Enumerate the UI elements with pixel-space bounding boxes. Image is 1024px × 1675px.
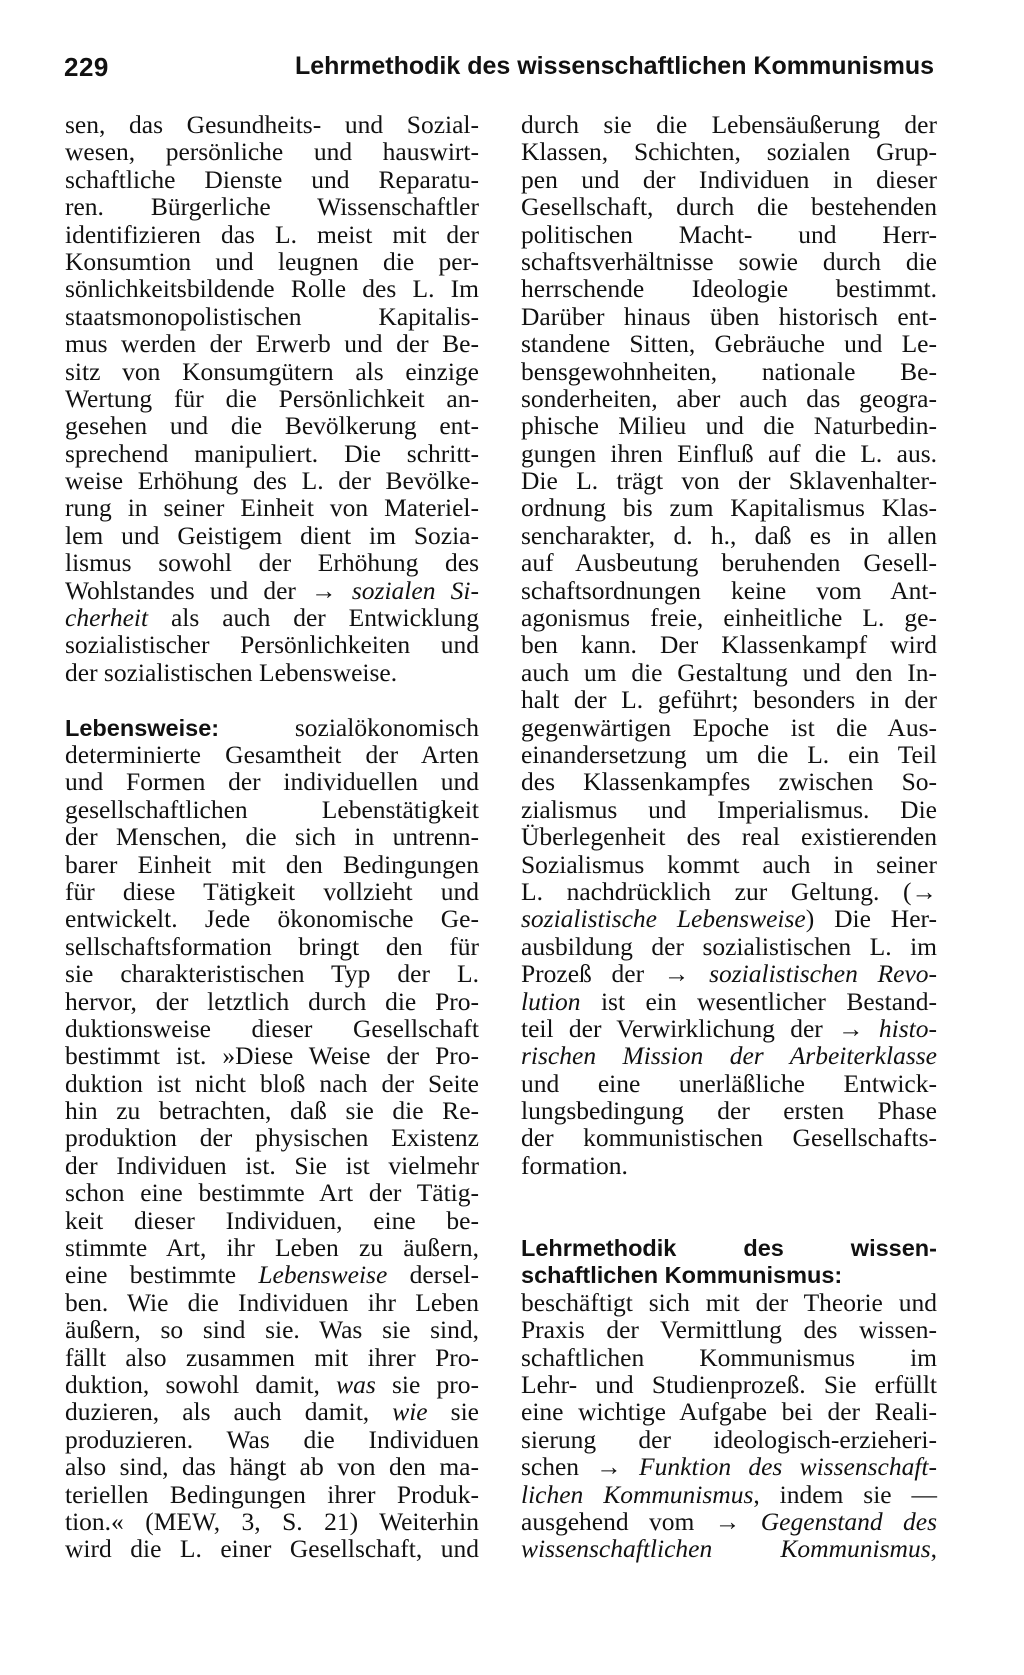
line-text: Lehr- und Studienprozeß. Sie erfüllt [521,1369,937,1399]
line-text: und Formen der individuellen und [65,767,479,797]
text-line [521,248,937,275]
line-text: staatsmonopolistischen Kapitalis- [65,301,479,331]
line-text: eine bestimmte [65,1260,259,1290]
line-text: herrschende Ideologie bestimmt. [521,274,937,304]
italic-reference: sozialistischen Revo- [709,959,937,989]
line-text: duktionsweise dieser Gesellschaft [65,1013,479,1043]
line-text: weise Erhöhung des L. der Bevölke- [65,466,479,496]
line-text: Wertung für die Persönlichkeit an- [65,383,479,413]
text-line [521,193,937,220]
text-line [521,1426,937,1453]
line-text: sierung der ideologisch-erzieheri- [521,1424,937,1454]
line-text: sozialistischer Persönlichkeiten und [65,630,479,660]
text-line [65,796,479,823]
line-text: sie charakteristischen Typ der L. [65,959,479,989]
text-line [521,138,937,165]
line-text: Überlegenheit des real existierenden [521,822,937,852]
text-line [65,385,479,412]
text-line [521,988,937,1015]
line-text: lungsbedingung der ersten Phase [521,1096,937,1126]
line-text: schen → [521,1452,640,1482]
line-text: dersel- [387,1260,479,1290]
page-header [64,52,934,92]
line-text: ist ein wesentlicher Bestand- [580,986,937,1016]
text-line [521,522,937,549]
text-line [65,1124,479,1151]
running-head: Lehrmethodik des wissenschaftlichen Kommunismus [294,52,934,80]
text-line [65,358,479,385]
italic-reference: histo- [878,1013,937,1043]
line-text: tion.« (MEW, 3, S. 21) Weiterhin [65,1506,479,1536]
text-line [65,1070,479,1097]
text-line [65,960,479,987]
line-text: für diese Tätigkeit vollzieht und [65,876,479,906]
text-line [521,1152,937,1179]
text-line [65,440,479,467]
text-line [65,549,479,576]
line-text: barer Einheit mit den Bedingungen [65,849,479,879]
line-text: rung in seiner Einheit von Materiel- [65,493,479,523]
line-text: determinierte Gesamtheit der Arten [65,739,479,769]
line-text: ausbildung der sozialistischen L. im [521,931,937,961]
line-text: des Klassenkampfes zwischen So- [521,767,937,797]
italic-reference: cherheit [65,603,149,633]
line-text: wird die L. einer Gesellschaft, und [65,1534,479,1564]
line-text: beschäftigt sich mit der Theorie und [521,1287,937,1317]
line-text: bensgewohnheiten, nationale Be- [521,356,937,386]
text-line [65,494,479,521]
text-line [521,330,937,357]
line-text: Die L. trägt von der Sklavenhalter- [521,466,937,496]
line-text: gegenwärtigen Epoche ist die Aus- [521,712,937,742]
italic-reference: lichen Kommunismus [521,1479,754,1509]
text-line [65,577,479,604]
text-line [521,440,937,467]
line-text: lismus sowohl der Erhöhung des [65,548,479,578]
line-text: hervor, der letztlich durch die Pro- [65,986,479,1016]
line-text: Darüber hinaus üben historisch ent- [521,301,937,331]
text-line [521,221,937,248]
text-line [65,303,479,330]
line-text: Gesellschaft, durch die bestehenden [521,192,937,222]
line-text: sprechend manipuliert. Die schritt- [65,438,479,468]
line-text: sellschaftsformation bringt den für [65,931,479,961]
line-text: teriellen Bedingungen ihrer Produk- [65,1479,479,1509]
text-line [521,1535,937,1562]
text-line [521,1015,937,1042]
line-text: hin zu betrachten, daß sie die Re- [65,1096,479,1126]
text-line [65,988,479,1015]
text-line [521,385,937,412]
text-line [65,933,479,960]
text-line [521,467,937,494]
text-line [65,1535,479,1562]
text-line [521,604,937,631]
line-text: schaftsordnungen keine vom Ant- [521,575,937,605]
text-line [65,275,479,302]
text-line [521,275,937,302]
line-text: stimmte Art, ihr Leben zu äußern, [65,1233,479,1263]
line-text: standene Sitten, Gebräuche und Le- [521,329,937,359]
text-line [521,714,937,741]
text-line [521,111,937,138]
text-line [65,1042,479,1069]
text-line [65,905,479,932]
text-line [65,768,479,795]
line-text: sie [427,1397,479,1427]
line-text: auch um die Gestaltung und den In- [521,657,937,687]
line-text: wesen, persönliche und hauswirt- [65,137,479,167]
text-line [65,1344,479,1371]
text-line [65,138,479,165]
line-text: fällt also zusammen mit ihrer Pro- [65,1342,479,1372]
text-line [65,1152,479,1179]
text-line [521,878,937,905]
line-text: auf Ausbeutung beruhenden Gesell- [521,548,937,578]
line-text: schaftliche Dienste und Reparatu- [65,164,479,194]
text-line [521,1371,937,1398]
text-line [65,412,479,439]
text-line [65,111,479,138]
text-line [521,1481,937,1508]
line-text: einandersetzung um die L. ein Teil [521,739,937,769]
text-line [65,1426,479,1453]
italic-reference: Funktion des wissenschaft- [639,1452,937,1482]
text-line [521,823,937,850]
line-text: , indem sie — [753,1479,937,1509]
text-line [65,631,479,658]
text-line [521,166,937,193]
paragraph-gap [65,686,479,713]
text-line [65,1508,479,1535]
line-text: duktion, sowohl damit, [65,1369,337,1399]
line-text: durch sie die Lebensäußerung der [521,110,937,139]
line-text: ben kann. Der Klassenkampf wird [521,630,937,660]
text-line [65,467,479,494]
italic-reference: rischen Mission der Arbeiterklasse [521,1041,937,1071]
text-line [521,659,937,686]
line-text: ordnung bis zum Kapitalismus Klas- [521,493,937,523]
text-line [65,1289,479,1316]
text-line [521,796,937,823]
line-text: duktion ist nicht bloß nach der Seite [65,1068,479,1098]
line-text: duzieren, als auch damit, [65,1397,393,1427]
text-line [65,851,479,878]
text-line [521,303,937,330]
line-text: sönlichkeitsbildende Rolle des L. Im [65,274,479,304]
line-text: ) Die Her- [805,904,937,934]
text-line [65,1398,479,1425]
line-text: mus werden der Erwerb und der Be- [65,329,479,359]
line-text: lem und Geistigem dient im Sozia- [65,520,479,550]
text-line [65,878,479,905]
text-line [521,1261,937,1288]
line-text: der kommunistischen Gesellschafts- [521,1123,937,1153]
italic-reference: wissenschaftlichen Kommunismus [521,1534,931,1564]
text-line [65,741,479,768]
italic-reference: sozialen Si- [351,575,479,605]
line-text: also sind, das hängt ab von den ma- [65,1452,479,1482]
line-text: keit dieser Individuen, eine be- [65,1205,479,1235]
line-text: sencharakter, d. h., daß es in allen [521,520,937,550]
line-text: schaftsverhältnisse sowie durch die [521,246,937,276]
text-line [65,1015,479,1042]
text-line [521,960,937,987]
text-line [521,768,937,795]
paragraph-gap [521,1179,937,1234]
text-line [521,412,937,439]
line-text: politischen Macht- und Herr- [521,219,937,249]
text-line [65,193,479,220]
text-line [65,1481,479,1508]
line-text: der Menschen, die sich in untrenn- [65,822,479,852]
line-text: sen, das Gesundheits- und Sozial- [65,110,479,139]
text-line [65,330,479,357]
line-text: identifizieren das L. meist mit der [65,219,479,249]
line-text: ren. Bürgerliche Wissenschaftler [65,192,479,222]
line-text: schon eine bestimmte Art der Tätig- [65,1178,479,1208]
line-text: entwickelt. Jede ökonomische Ge- [65,904,479,934]
text-line [521,933,937,960]
left-column [65,111,479,1563]
line-text: , [930,1534,937,1564]
text-line [521,1042,937,1069]
line-text: der sozialistischen Lebensweise. [65,657,398,687]
line-text: sie pro- [375,1369,479,1399]
text-line [521,1508,937,1535]
text-line [521,1124,937,1151]
text-line [65,1097,479,1124]
text-line [521,686,937,713]
line-text: Praxis der Vermittlung des wissen- [521,1315,937,1345]
text-line [521,577,937,604]
line-text: gesehen und die Bevölkerung ent- [65,411,479,441]
line-text: äußern, so sind sie. Was sie sind, [65,1315,479,1345]
line-text: teil der Verwirklichung der → [521,1013,879,1043]
line-text: pen und der Individuen in dieser [521,164,937,194]
line-text: L. nachdrücklich zur Geltung. (→ [521,876,937,906]
line-text: der Individuen ist. Sie ist vielmehr [65,1150,479,1180]
line-text: Wohlstandes und der → [65,575,352,605]
text-line [65,248,479,275]
text-line [521,851,937,878]
text-line [521,1070,937,1097]
text-line [65,1234,479,1261]
line-text: halt der L. geführt; besonders in der [521,685,937,715]
line-text: Klassen, Schichten, sozialen Grup- [521,137,937,167]
text-line [521,1234,937,1261]
text-line [521,1316,937,1343]
line-text: agonismus freie, einheitliche L. ge- [521,603,937,633]
text-line [65,823,479,850]
line-text: gungen ihren Einfluß auf die L. aus. [521,438,937,468]
italic-reference: Lebensweise [258,1260,388,1290]
italic-reference: lution [521,986,581,1016]
line-text: gesellschaftlichen Lebenstätigkeit [65,794,479,824]
right-column [521,111,937,1563]
line-text: und eine unerläßliche Entwick- [521,1068,937,1098]
text-line [521,905,937,932]
line-text: ausgehend vom → [521,1506,761,1536]
text-line [65,1453,479,1480]
italic-reference: wie [392,1397,428,1427]
text-line [521,1398,937,1425]
line-text: formation. [521,1150,628,1180]
text-line [521,1453,937,1480]
entry-keyword: schaftlichen Kommunismus: [521,1262,843,1289]
page-number: 229 [64,52,109,82]
italic-reference: was [336,1369,376,1399]
line-text: zialismus und Imperialismus. Die [521,794,937,824]
text-line [65,522,479,549]
line-text: Prozeß der → [521,959,710,989]
text-line [65,1207,479,1234]
text-line [521,741,937,768]
text-line [65,166,479,193]
line-text: phische Milieu und die Naturbedin- [521,411,937,441]
text-line [65,221,479,248]
entry-keyword: Lebensweise: [65,714,220,741]
line-text: sozialökonomisch [219,712,479,742]
text-line [521,631,937,658]
line-text: produzieren. Was die Individuen [65,1424,479,1454]
italic-reference: sozialistische Lebensweise [521,904,806,934]
line-text: produktion der physischen Existenz [65,1123,479,1153]
text-line [521,1289,937,1316]
text-line [521,494,937,521]
text-line [521,358,937,385]
line-text: Sozialismus kommt auch in seiner [521,849,937,879]
line-text: eine wichtige Aufgabe bei der Reali- [521,1397,937,1427]
line-text: ben. Wie die Individuen ihr Leben [65,1287,479,1317]
line-text: bestimmt ist. »Diese Weise der Pro- [65,1041,479,1071]
text-line [521,1097,937,1124]
text-line [65,604,479,631]
text-line [65,714,479,741]
text-line [65,1316,479,1343]
line-text: schaftlichen Kommunismus im [521,1342,937,1372]
text-line [65,1179,479,1206]
text-line [65,659,479,686]
line-text: sitz von Konsumgütern als einzige [65,356,479,386]
text-line [65,1371,479,1398]
italic-reference: Gegenstand des [760,1506,937,1536]
line-text: Konsumtion und leugnen die per- [65,246,479,276]
line-text: als auch der Entwicklung [148,603,479,633]
text-line [521,549,937,576]
text-line [521,1344,937,1371]
text-line [65,1261,479,1288]
entry-keyword: Lehrmethodik des wissen- [521,1235,937,1262]
line-text: sonderheiten, aber auch das geogra- [521,383,937,413]
